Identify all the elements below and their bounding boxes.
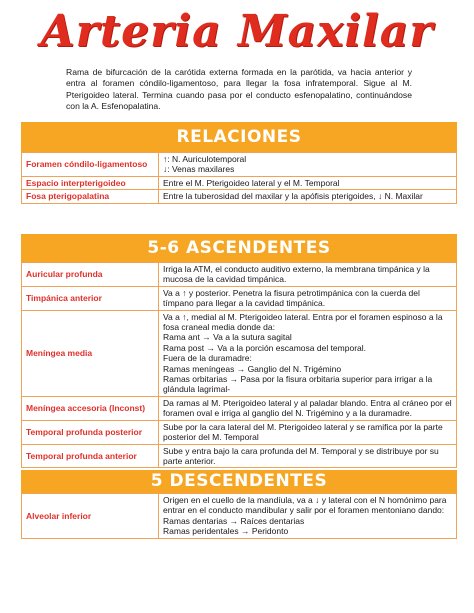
description-line: ↓: Venas maxilares — [163, 164, 235, 175]
description-line: Origen en el cuello de la mandíula, va a ↓ y lateral con el N homónimo para entrar en el conducto mandibular y salir por el foramen mentoniano dando: — [163, 495, 447, 516]
row-description — [159, 396, 457, 420]
table-row — [22, 263, 457, 287]
description-line: ↑: N. Auriculotemporal — [163, 154, 247, 164]
description-line: Rama ant → Va a la sutura sagital — [163, 332, 292, 343]
row-description — [159, 263, 457, 287]
row-description — [159, 310, 457, 396]
row-description — [159, 176, 457, 189]
description-line: Va a ↑ y posterior. Penetra la fisura petrotimpánica con la cuerda del tímpano para llegar a la cavidad timpánica. — [163, 287, 420, 309]
row-label: Fosa pterigopalatina — [22, 190, 159, 203]
table-row — [22, 176, 457, 189]
description-line: Sube y entra bajo la cara profunda del M. Temporal y se distribuye por su parte anterior. — [163, 445, 439, 466]
row-label: Temporal profunda posterior — [22, 420, 159, 444]
page-title: Arteria Maxilar — [40, 6, 434, 57]
relaciones-table — [21, 152, 457, 204]
row-label: Temporal profunda anterior — [22, 444, 159, 468]
section-header: 5-6 ASCENDENTES — [21, 234, 457, 262]
description-line: Ramas dentarias → Raíces dentarias — [163, 515, 305, 526]
row-description — [159, 190, 457, 203]
section-header: 5 DESCENDENTES — [21, 470, 457, 493]
description-line: Va a ↑, medial al M. Pterigoideo lateral. Entra por el foramen espinoso a la fosa craneal media donde da: — [163, 311, 443, 333]
row-label: Auricular profunda — [22, 263, 159, 287]
description-line: Entre la tuberosidad del maxilar y la apófisis pterigoides, ↓ N. Maxilar — [163, 191, 423, 202]
description-line: Da ramas al M. Pterigoideo lateral y al paladar blando. Entra al cráneo por el foramen oval e irriga al ganglio del N. Trigémino y a la duramadre. — [163, 397, 452, 419]
description-line: Fuera de la duramadre: — [163, 353, 252, 364]
row-description — [159, 494, 457, 539]
row-label: Timpánica anterior — [22, 286, 159, 310]
row-label: Alveolar inferior — [22, 494, 159, 539]
row-label: Espacio interpterigoideo — [22, 176, 159, 189]
description-line: Ramas peridentales → Peridonto — [163, 526, 289, 537]
descendentes-section — [21, 470, 457, 539]
table-row — [22, 444, 457, 468]
description-line: Entre el M. Pterigoideo lateral y el M. Temporal — [163, 177, 340, 188]
table-row — [22, 190, 457, 203]
table-row — [22, 153, 457, 177]
description-line: Ramas meníngeas → Ganglio del N. Trigémino — [163, 363, 342, 374]
description-line: Irriga la ATM, el conducto auditivo externo, la membrana timpánica y la mucosa de la cavidad timpánica. — [163, 264, 430, 285]
table-row — [22, 396, 457, 420]
row-description — [159, 153, 457, 177]
ascendentes-table — [21, 262, 457, 468]
row-label: Meníngea media — [22, 310, 159, 396]
table-row — [22, 420, 457, 444]
row-description — [159, 286, 457, 310]
section-header: RELACIONES — [21, 122, 457, 152]
ascendentes-section — [21, 234, 457, 468]
descendentes-table — [21, 493, 457, 539]
row-description — [159, 420, 457, 444]
relaciones-section — [21, 122, 457, 204]
row-label: Foramen cóndilo-ligamentoso — [22, 153, 159, 177]
row-label: Meníngea accesoria (Inconst) — [22, 396, 159, 420]
row-description — [159, 444, 457, 468]
description-line: Rama post → Va a la porción escamosa del temporal. — [163, 342, 366, 353]
table-row — [22, 310, 457, 396]
table-row — [22, 286, 457, 310]
description-line: Sube por la cara lateral del M. Pterigoideo lateral y se ramifica por la parte posterior del M. Temporal — [163, 421, 443, 443]
intro-paragraph: Rama de bifurcación de la carótida externa formada en la parótida, va hacia anterior y entra al foramen cóndilo-ligamentoso, para llegar la fosa infratemporal. Sigue al M. Pterigoideo lateral. Termina cuando pasa por el conducto esfenopalatino, continuándose con la A. Esfenopalatina. — [66, 67, 412, 112]
description-line: Ramas orbitarias → Pasa por la fisura orbitaria superior para irrigar a la glándula lagrimal- — [163, 374, 433, 395]
table-row — [22, 494, 457, 539]
